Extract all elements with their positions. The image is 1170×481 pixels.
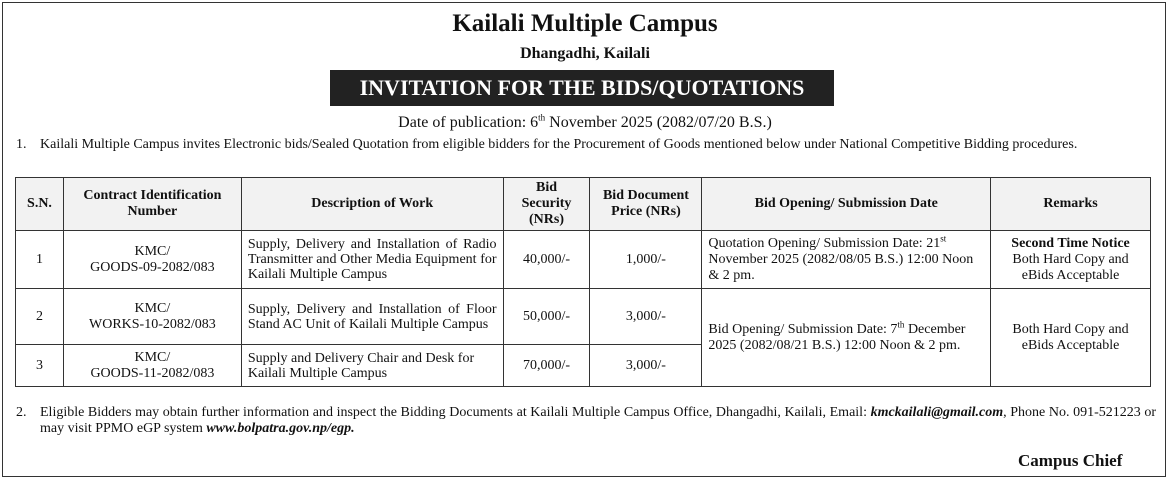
- row-description: Supply and Delivery Chair and Desk for Kailali Multiple Campus: [241, 345, 503, 387]
- bids-table: [15, 177, 1151, 387]
- row-document-price: 3,000/-: [590, 345, 702, 387]
- pub-date-rest: November 2025 (2082/07/20 B.S.): [545, 114, 772, 131]
- contract-id-line-2: GOODS-11-2082/083: [90, 365, 215, 381]
- paragraph-2-part-1: Eligible Bidders may obtain further information and inspect the Bidding Documents at Kailali Multiple Campus Office, Dhangadhi, Kailali, Email:: [40, 405, 871, 420]
- opening-1-rest: November 2025 (2082/08/05 B.S.) 12:00 Noon & 2 pm.: [708, 251, 974, 283]
- row-document-price: 1,000/-: [590, 231, 702, 289]
- row-sn: 2: [16, 289, 64, 345]
- paragraph-2: [16, 405, 1156, 439]
- row-opening-date: [702, 231, 991, 289]
- website-link[interactable]: www.bolpatra.gov.np/egp.: [206, 421, 355, 436]
- paragraph-1: [16, 137, 1156, 171]
- row-bid-security: 70,000/-: [503, 345, 590, 387]
- row-sn: 3: [16, 345, 64, 387]
- header-opening-date: Bid Opening/ Submission Date: [702, 178, 991, 231]
- signature-campus-chief: Campus Chief: [1018, 451, 1123, 470]
- header-contract-id: Contract Identification Number: [63, 178, 241, 231]
- contract-id-line-1: KMC/: [134, 243, 171, 259]
- opening-2-sup: th: [897, 318, 905, 329]
- row-sn: 1: [16, 231, 64, 289]
- invitation-banner: INVITATION FOR THE BIDS/QUOTATIONS: [330, 70, 834, 106]
- row-contract-id: [63, 345, 241, 387]
- paragraph-1-text: Kailali Multiple Campus invites Electronic bids/Sealed Quotation from eligible bidders for the Procurement of Goods mentioned below under National Competitive Bidding procedures.: [40, 137, 1078, 152]
- header-sn: S.N.: [16, 178, 64, 231]
- contract-id-line-1: KMC/: [134, 300, 171, 316]
- email-link[interactable]: kmckailali@gmail.com: [870, 405, 1004, 420]
- table-row: [16, 289, 1151, 345]
- table-header-row: [16, 178, 1151, 231]
- paragraph-2-part-2: , Phone No. 091-521223 or may visit PPMO eGP system: [40, 405, 1156, 436]
- opening-2-rest: December 2025 (2082/08/21 B.S.) 12:00 Noon & 2 pm.: [708, 321, 966, 353]
- page-title: Kailali Multiple Campus: [452, 10, 718, 37]
- contract-id-line-1: KMC/: [134, 349, 171, 365]
- paragraph-1-number: 1.: [16, 137, 27, 152]
- row-description: Supply, Delivery and Installation of Radio Transmitter and Other Media Equipment for Kailali Multiple Campus: [241, 231, 503, 289]
- opening-1-prefix: Quotation Opening/ Submission Date: 21: [708, 235, 941, 251]
- row-description: Supply, Delivery and Installation of Floor Stand AC Unit of Kailali Multiple Campus: [241, 289, 503, 345]
- row-remarks: Both Hard Copy and eBids Acceptable: [991, 289, 1151, 387]
- contract-id-line-2: WORKS-10-2082/083: [89, 316, 216, 332]
- header-description: Description of Work: [241, 178, 503, 231]
- row-bid-security: 40,000/-: [503, 231, 590, 289]
- pub-date-sup: th: [538, 112, 546, 123]
- paragraph-2-number: 2.: [16, 405, 27, 420]
- row-contract-id: [63, 231, 241, 289]
- table-row: [16, 231, 1151, 289]
- page-subtitle: Dhangadhi, Kailali: [520, 45, 650, 62]
- row-opening-date: [702, 289, 991, 387]
- opening-2-prefix: Bid Opening/ Submission Date: 7: [708, 321, 898, 337]
- header-remarks: Remarks: [991, 178, 1151, 231]
- row-remarks: [991, 231, 1151, 289]
- header-bid-security: Bid Security (NRs): [503, 178, 590, 231]
- row-bid-security: 50,000/-: [503, 289, 590, 345]
- header-document-price: Bid Document Price (NRs): [590, 178, 702, 231]
- publication-date: [0, 114, 1170, 132]
- pub-date-prefix: Date of publication: 6: [398, 114, 539, 131]
- paragraph-2-text: [40, 405, 1156, 437]
- contract-id-line-2: GOODS-09-2082/083: [90, 259, 215, 275]
- remark-acceptable: Both Hard Copy and eBids Acceptable: [1012, 251, 1129, 283]
- opening-1-sup: st: [940, 232, 947, 243]
- row-contract-id: [63, 289, 241, 345]
- row-document-price: 3,000/-: [590, 289, 702, 345]
- remark-second-notice: Second Time Notice: [1011, 235, 1130, 251]
